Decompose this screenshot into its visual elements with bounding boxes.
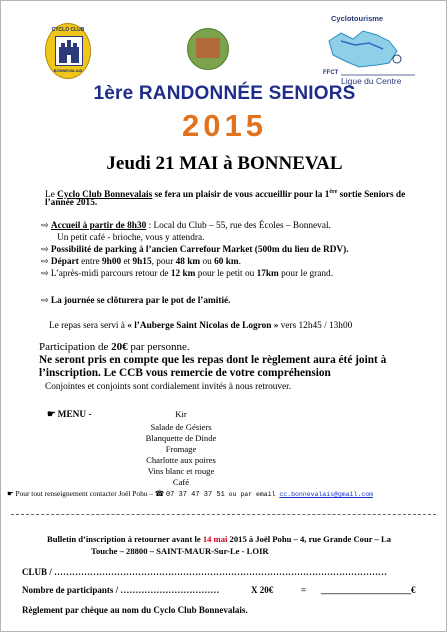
menu-item: Café <box>172 477 190 487</box>
landscape-photo-icon <box>196 38 220 58</box>
participants-field[interactable]: Nombre de participants / …………………………… <box>22 585 220 595</box>
event-date: Jeudi 21 MAI à BONNEVAL <box>106 153 343 174</box>
form-instructions-line2: Touche – 28800 – SAINT-MAUR-Sur-Le - LOIR <box>91 546 269 556</box>
menu-item: Charlotte aux poires <box>146 455 216 465</box>
payment-instructions: Règlement par chèque au nom du Cyclo Club Bonnevalais. <box>22 605 248 615</box>
bullet-pot: ⇨ La journée se clôturera par le pot de l’amitié. <box>41 296 231 306</box>
menu-item: Blanquette de Dinde <box>145 433 217 443</box>
menu-label: ☛ MENU - <box>47 410 92 420</box>
meal-info: Le repas sera servi à « l’Auberge Saint Nicolas de Logron » vers 12h45 / 13h00 <box>49 321 353 331</box>
menu-item: Fromage <box>165 444 197 454</box>
form-instructions-line1: Bulletin d’inscription à retourner avant le 14 mai 2015 à Joël Pohu – 4, rue Grande Cour – La <box>47 534 392 544</box>
contact-line: ☛ Pour tout renseignement contacter Joël Pohu – ☎ 07 37 47 37 51 ou par email cc.bonnevalais@gmail.com <box>7 489 374 499</box>
castle-icon <box>55 36 83 66</box>
bullet-accueil: ⇨ Accueil à partir de 8h30 : Local du Club – 55, rue des Écoles – Bonneval. <box>41 221 331 231</box>
pointing-hand-icon: ☛ <box>7 489 14 498</box>
menu-item: Salade de Gésiers <box>150 422 212 432</box>
bullet-parking: ⇨ Possibilité de parking à l’ancien Carrefour Market (500m du lieu de RDV). <box>41 245 349 255</box>
bullet-depart: ⇨ Départ entre 9h00 et 9h15, pour 48 km ou 60 km. <box>41 257 241 267</box>
equals-sign: = <box>301 585 307 595</box>
warning-line1: Ne seront pris en compte que les repas dont le règlement aura été joint à <box>39 354 387 366</box>
arrow-icon: ⇨ <box>41 221 49 231</box>
pointing-hand-icon: ☛ <box>47 410 56 420</box>
svg-text:FFCT: FFCT <box>323 70 339 76</box>
phone-icon: ☎ <box>154 489 165 498</box>
club-field[interactable]: CLUB / ………………………………………………………………………………………………… <box>22 567 388 577</box>
bullet-cafe: Un petit café - brioche, vous y attendra. <box>57 233 205 243</box>
event-title: 1ère RANDONNÉE SENIORS <box>93 83 356 104</box>
email-link[interactable]: cc.bonnevalais@gmail.com <box>279 491 374 498</box>
intro-line2: l’année 2015. <box>45 198 98 208</box>
cyclo-club-logo <box>45 23 91 79</box>
invitation-text: Conjointes et conjoints sont cordialement invités à nous retrouver. <box>45 382 292 392</box>
ligue-du-centre-logo <box>319 11 427 93</box>
club-name: Cyclo Club Bonnevalais <box>57 190 153 201</box>
logo-top-text: CYCLO CLUB <box>51 27 85 33</box>
logo-ligue-text: Ligue du Centre <box>341 76 402 86</box>
logo-bottom-text: BONNEVALAIS <box>53 68 83 73</box>
price-multiplier: X 20€ <box>251 585 274 595</box>
cut-line-divider <box>11 514 436 515</box>
menu-item: Vins blanc et rouge <box>147 466 215 476</box>
total-field[interactable]: ____________________€ <box>321 585 416 595</box>
arrow-icon: ⇨ <box>41 257 49 267</box>
intro-line1: Le Cyclo Club Bonnevalais se fera un plaisir de vous accueillir pour la 1ère sortie Seniors de <box>45 189 406 201</box>
seniors-badge-logo <box>187 28 229 70</box>
arrow-icon: ⇨ <box>41 269 49 279</box>
bullet-apres-midi: ⇨ L’après-midi parcours retour de 12 km pour le petit ou 17km pour le grand. <box>41 269 334 279</box>
menu-item: Kir <box>175 409 187 419</box>
participation-price: Participation de 20€ par personne. <box>39 341 190 353</box>
event-year: 2015 <box>182 108 267 143</box>
warning-line2: l’inscription. Le CCB vous remercie de votre compréhension <box>39 367 331 379</box>
arrow-icon: ⇨ <box>41 296 49 306</box>
arrow-icon: ⇨ <box>41 245 49 255</box>
logo-cyclotourisme-text: Cyclotourisme <box>331 14 384 23</box>
